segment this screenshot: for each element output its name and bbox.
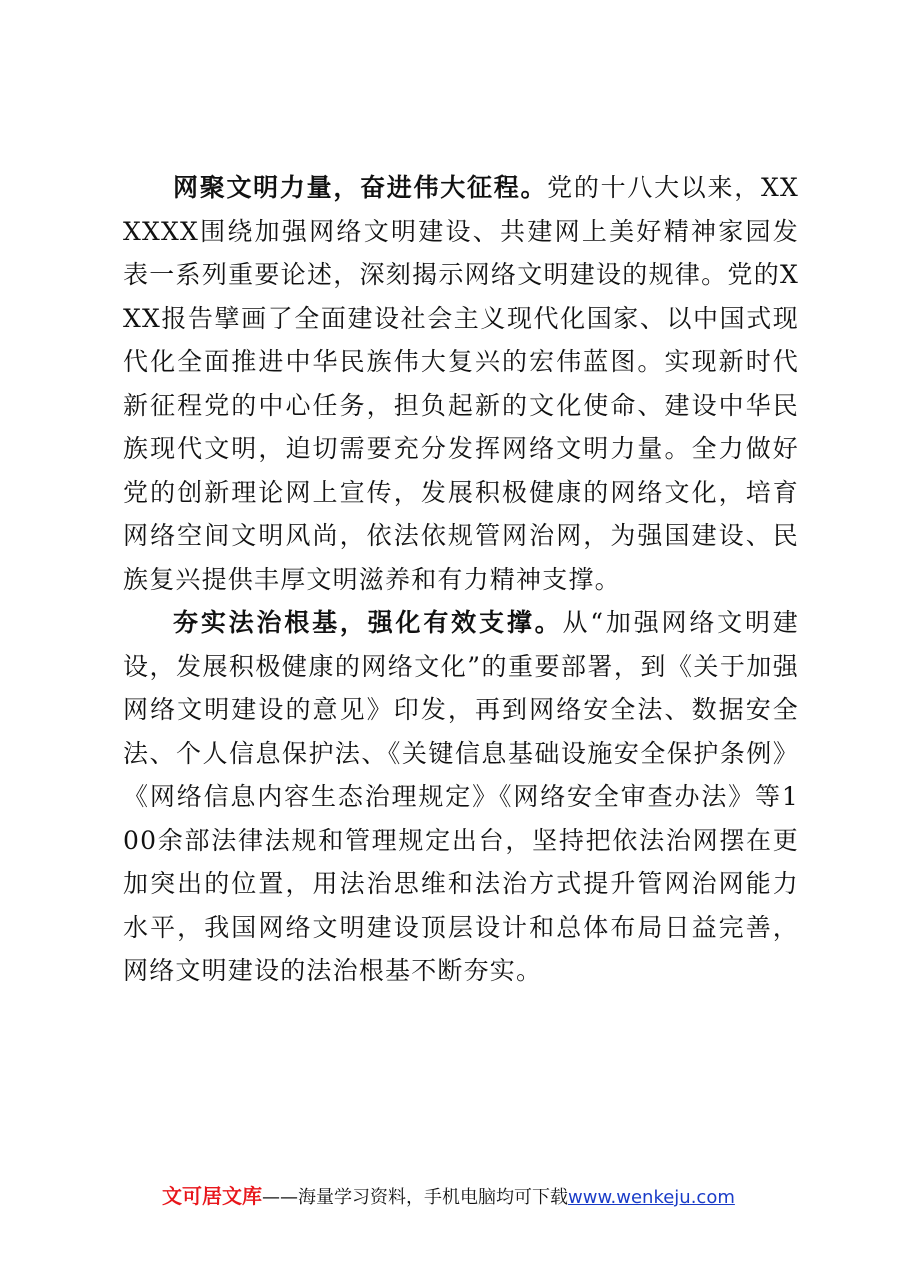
document-body [123, 166, 799, 993]
paragraph-1 [123, 166, 799, 601]
paragraph-2 [123, 601, 799, 993]
paragraph-2-heading: 夯实法治根基，强化有效支撑。 [173, 608, 563, 637]
footer-link[interactable]: www.wenkeju.com [568, 1187, 735, 1208]
footer-brand: 文可居文库 [162, 1184, 262, 1208]
paragraph-1-heading: 网聚文明力量，奋进伟大征程。 [173, 173, 548, 202]
footer-banner [162, 1184, 735, 1210]
footer-tagline: ——海量学习资料，手机电脑均可下载 [262, 1187, 568, 1208]
paragraph-2-text: 从“加强网络文明建设，发展积极健康的网络文化”的重要部署，到《关于加强网络文明建设的意见》印发，再到网络安全法、数据安全法、个人信息保护法、《关键信息基础设施安全保护条例》《网络信息内容生态治理规定》《网络安全审查办法》等100余部法律法规和管理规定出台，坚持把依法治网摆在更加突出的位置，用法治思维和法治方式提升管网治网能力水平，我国网络文明建设顶层设计和总体布局日益完善，网络文明建设的法治根基不断夯实。 [123, 608, 799, 985]
paragraph-1-text: 党的十八大以来，XXXXXX围绕加强网络文明建设、共建网上美好精神家园发表一系列重要论述，深刻揭示网络文明建设的规律。党的XXX报告擘画了全面建设社会主义现代化国家、以中国式现代化全面推进中华民族伟大复兴的宏伟蓝图。实现新时代新征程党的中心任务，担负起新的文化使命、建设中华民族现代文明，迫切需要充分发挥网络文明力量。全力做好党的创新理论网上宣传，发展积极健康的网络文化，培育网络空间文明风尚，依法依规管网治网，为强国建设、民族复兴提供丰厚文明滋养和有力精神支撑。 [123, 173, 799, 594]
